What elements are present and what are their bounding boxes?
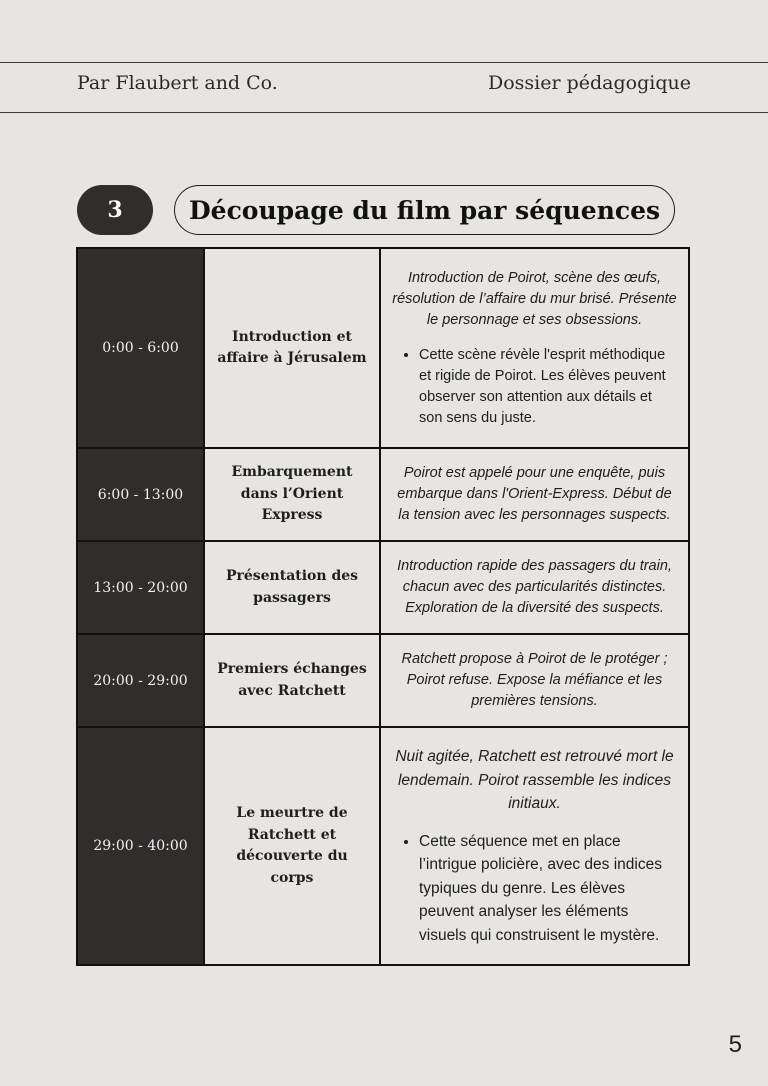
sequence-time: 29:00 - 40:00	[77, 727, 204, 965]
sequence-description-cell	[380, 248, 689, 448]
table-row	[77, 448, 689, 541]
sequence-label: Le meurtre de Ratchett et découverte du corps	[204, 727, 380, 965]
table-row	[77, 541, 689, 634]
sequence-description-cell	[380, 448, 689, 541]
sequence-description: Nuit agitée, Ratchett est retrouvé mort le lendemain. Poirot rassemble les indices initiaux.	[395, 748, 674, 812]
sequence-description-cell	[380, 541, 689, 634]
section-title: Découpage du film par séquences	[174, 185, 675, 235]
table-row	[77, 727, 689, 965]
header-author: Par Flaubert and Co.	[77, 72, 278, 94]
header-document-type: Dossier pédagogique	[488, 72, 691, 94]
sequence-description-cell	[380, 727, 689, 965]
list-item: • Cette séquence met en place l’intrigue policière, avec des indices typiques du genre. Les élèves peuvent analyser les éléments visuels qui construisent le mystère.	[419, 830, 678, 948]
sequence-time: 0:00 - 6:00	[77, 248, 204, 448]
sequence-description-cell	[380, 634, 689, 727]
sequence-description: Introduction rapide des passagers du train, chacun avec des particularités distinctes. Exploration de la diversité des suspects.	[397, 558, 672, 616]
sequence-time: 20:00 - 29:00	[77, 634, 204, 727]
page-number: 5	[728, 1031, 742, 1058]
table-row	[77, 248, 689, 448]
header-top-rule	[0, 62, 768, 63]
sequence-description: Poirot est appelé pour une enquête, puis embarque dans l'Orient-Express. Début de la tension avec les personnages suspects.	[397, 465, 672, 523]
sequence-description: Ratchett propose à Poirot de le protéger ; Poirot refuse. Expose la méfiance et les premières tensions.	[401, 651, 668, 709]
list-item: • Cette scène révèle l'esprit méthodique et rigide de Poirot. Les élèves peuvent observer son attention aux détails et son sens du juste.	[419, 345, 678, 429]
sequence-label: Introduction et affaire à Jérusalem	[204, 248, 380, 448]
sequence-label: Embarquement dans l’Orient Express	[204, 448, 380, 541]
sequence-table	[76, 247, 690, 966]
sequence-time: 13:00 - 20:00	[77, 541, 204, 634]
sequence-notes	[391, 830, 678, 948]
sequence-label: Présentation des passagers	[204, 541, 380, 634]
header-bottom-rule	[0, 112, 768, 113]
section-number-badge: 3	[77, 185, 153, 235]
sequence-description: Introduction de Poirot, scène des œufs, résolution de l’affaire du mur brisé. Présente le personnage et ses obsessions.	[392, 269, 677, 328]
table-row	[77, 634, 689, 727]
sequence-notes	[391, 345, 678, 429]
sequence-label: Premiers échanges avec Ratchett	[204, 634, 380, 727]
sequence-time: 6:00 - 13:00	[77, 448, 204, 541]
